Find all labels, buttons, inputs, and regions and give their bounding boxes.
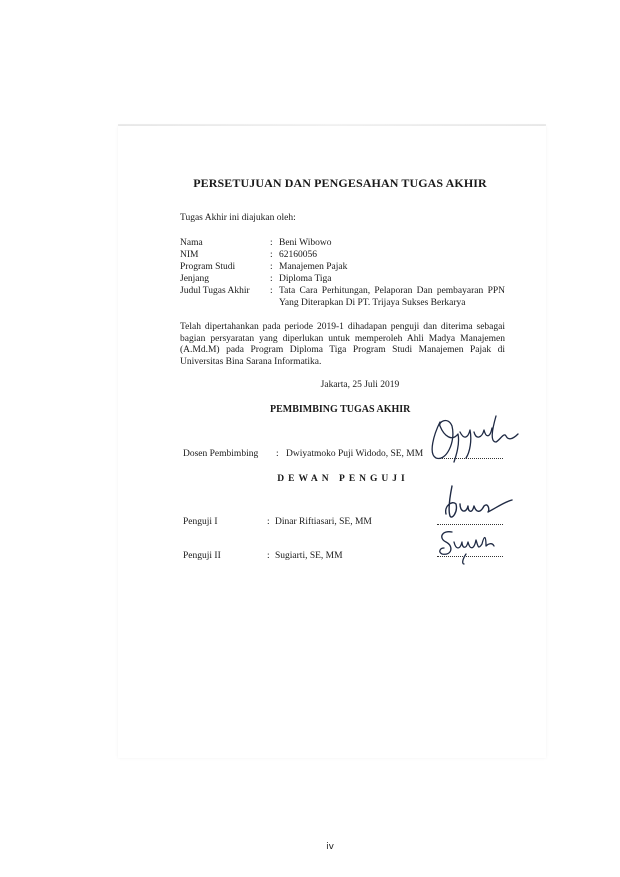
info-label: NIM: [180, 250, 199, 260]
info-label: Nama: [180, 238, 203, 248]
info-colon: :: [270, 262, 273, 272]
info-colon: :: [270, 286, 273, 296]
intro-text: Tugas Akhir ini diajukan oleh:: [180, 213, 296, 223]
info-value: 62160056: [279, 250, 317, 260]
examiner-2-signature: [432, 524, 512, 566]
examiner-name: Dinar Riftiasari, SE, MM: [275, 517, 372, 527]
supervisor-label: Dosen Pembimbing: [183, 449, 259, 459]
info-colon: :: [270, 250, 273, 260]
info-value: Tata Cara Perhitungan, Pelaporan Dan pembayaran PPN Yang Diterapkan Di PT. Trijaya Sukses Berkarya: [279, 286, 505, 308]
supervisor-colon: :: [276, 449, 279, 459]
page-number: iv: [326, 842, 334, 852]
supervisor-heading: PEMBIMBING TUGAS AKHIR: [270, 404, 411, 415]
examiner-colon: :: [267, 551, 270, 561]
info-colon: :: [270, 274, 273, 284]
info-label: Jenjang: [180, 274, 210, 284]
examiner-2-signature-stroke: [440, 532, 494, 564]
info-value: Beni Wibowo: [279, 238, 332, 248]
info-label: Judul Tugas Akhir: [180, 286, 250, 296]
examiners-heading: DEWAN PENGUJI: [277, 474, 409, 484]
supervisor-signature-stroke: [432, 416, 518, 462]
supervisor-signature: [426, 412, 526, 464]
supervisor-name: Dwiyatmoko Puji Widodo, SE, MM: [286, 449, 424, 459]
place-date: Jakarta, 25 Juli 2019: [320, 380, 400, 390]
examiner-label: Penguji I: [183, 517, 218, 527]
examiner-name: Sugiarti, SE, MM: [275, 551, 343, 561]
info-value: Manajemen Pajak: [279, 262, 348, 272]
info-value: Diploma Tiga: [279, 274, 332, 284]
document-title: PERSETUJUAN DAN PENGESAHAN TUGAS AKHIR: [193, 176, 487, 190]
info-colon: :: [270, 238, 273, 248]
examiner-1-signature-stroke: [446, 486, 512, 517]
approval-paragraph: Telah dipertahankan pada periode 2019-1 dihadapan penguji dan diterima sebagai bagian persyaratan yang diperlukan untuk memperoleh Ahli Madya Manajemen (A.Md.M) pada Program Diploma Tiga Program Studi Manajemen Pajak di Universitas Bina Sarana Informatika.: [180, 322, 505, 367]
info-label: Program Studi: [180, 262, 236, 272]
examiner-1-signature: [438, 482, 518, 526]
examiner-colon: :: [267, 517, 270, 527]
examiner-label: Penguji II: [183, 551, 221, 561]
